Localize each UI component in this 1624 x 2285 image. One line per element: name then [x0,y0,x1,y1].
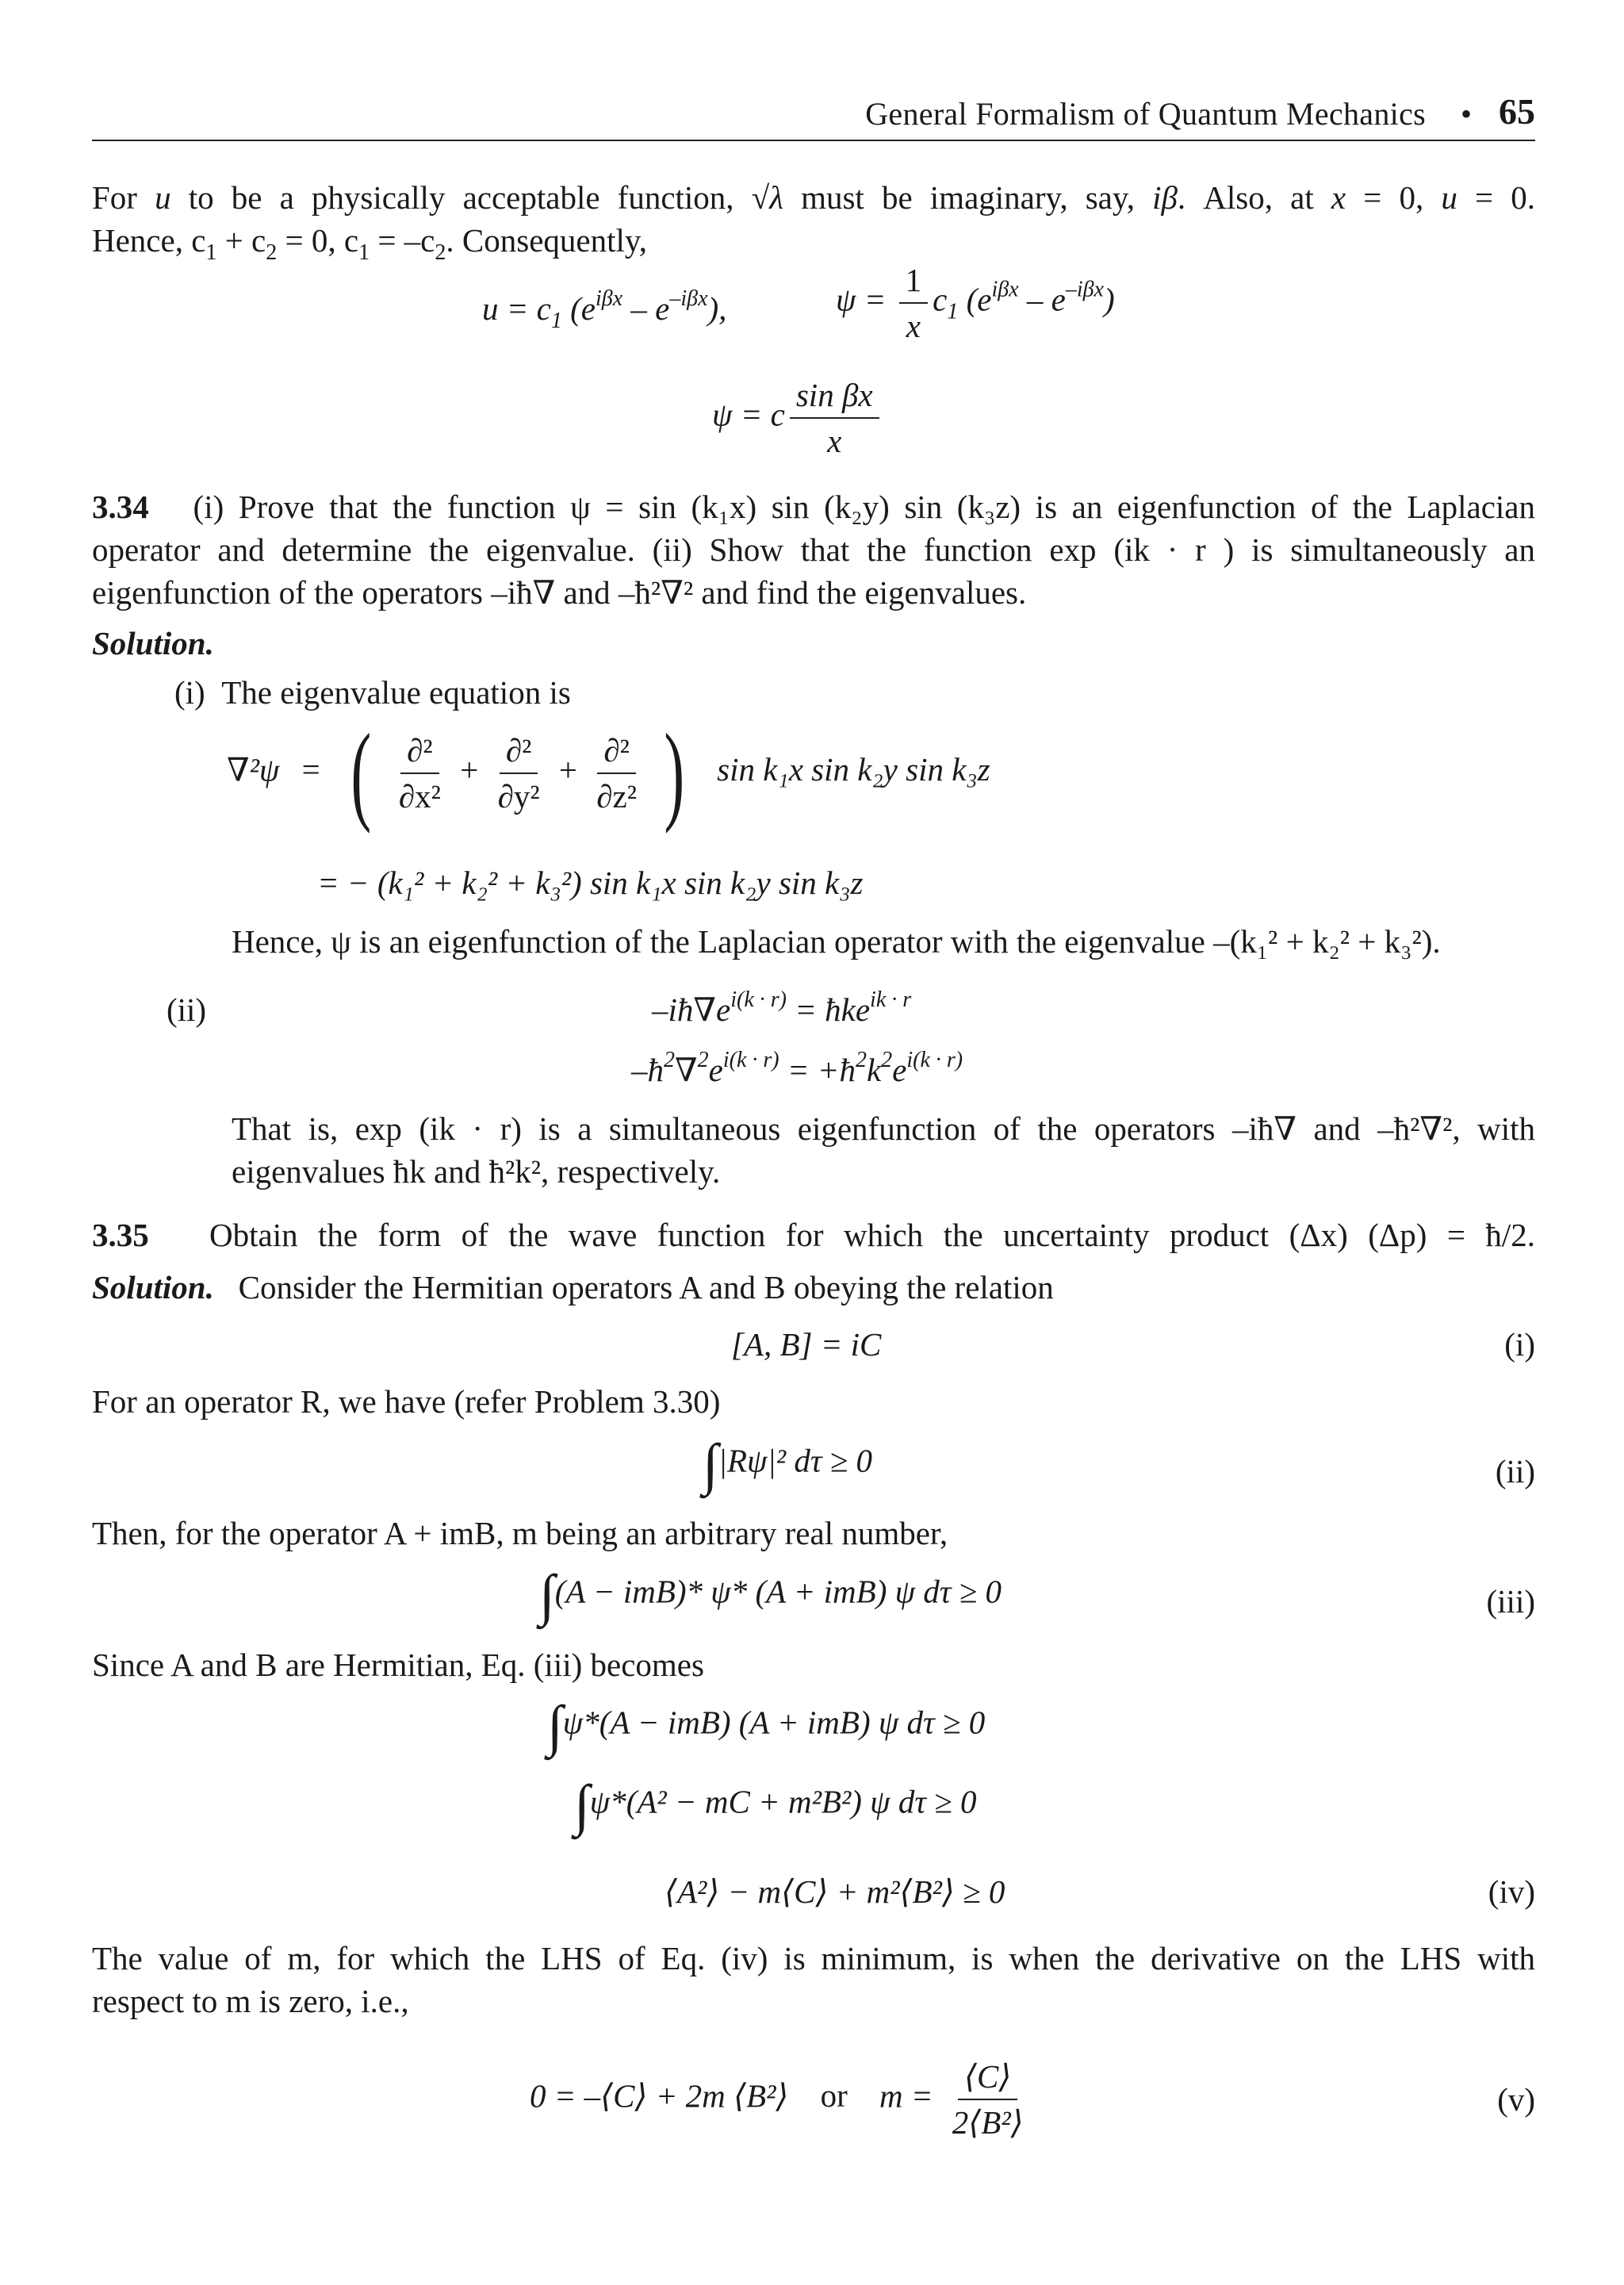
equation-number-v: (v) [1497,2081,1535,2118]
intro-line-2: Hence, $c_1 + c_2 = 0$, $c_1 = -c_2$. Consequently, [92,222,647,265]
since-hermitian-line: Since A and B are Hermitian, Eq. (iii) becomes [92,1647,704,1683]
running-header [92,87,1535,141]
page-number: 65 [1499,91,1535,132]
equation-number-iii: (iii) [1486,1583,1535,1620]
chapter-title: General Formalism of Quantum Mechanics [865,96,1426,132]
integral-expanded-2: ∫ψ*(A² − mC + m²B²) ψ dτ ≥ 0 [574,1773,977,1837]
integral-iii: ∫(A − imB)* ψ* (A + imB) ψ dτ ≥ 0 [539,1563,1002,1627]
expectation-inequality: ⟨A²⟩ − m⟨C⟩ + m²⟨B²⟩ ≥ 0 [665,1873,1005,1910]
fraction-1-over-x: $\frac{1}{x}$ [899,258,929,348]
equation-psi-2: ψ = c $\frac{\text{sin βx}}{x}$ [712,373,884,463]
problem-334-line-3: eigenfunction of the operators –iħ∇ and –ħ²∇² and find the eigenvalues. [92,574,1027,611]
problem-number: 3.35 [92,1217,149,1253]
equation-u: $u = c_1$ $(e^{i\beta x} - e^{-i\beta x})$, [482,286,727,333]
solution-335-intro: Solution. Consider the Hermitian operators A and B obeying the relation [92,1269,1054,1305]
problem-334-line-1: 3.34 (i) Prove that the function ψ = sin (k₁x) sin (k₂y) sin (k₃z) is an eigenfunction of the Laplacian [92,489,1535,525]
fraction-sin-beta-x: $\frac{\text{sin βx}}{x}$ [790,373,879,463]
equation-number-ii: (ii) [1495,1453,1535,1489]
hence-eigenvalue: Hence, ψ is an eigenfunction of the Laplacian operator with the eigenvalue –(k₁² + k₂² + k₃²). [232,923,1441,960]
equation-psi-1: ψ = $\frac{1}{x}$ $c_1$ $(e^{i\beta x} - e^{-i\beta x})$ [836,258,1115,348]
minimum-line-2: respect to m is zero, i.e., [92,1983,409,2019]
norm-integral: ∫|Rψ|² dτ ≥ 0 [703,1432,873,1496]
equation-number-i: (i) [1504,1326,1535,1363]
energy-eigen-equation: $-ħ^2\nabla^2e^{i(k \cdot r)}$ = $+ħ^2k^2e^{i(k \cdot r)}$ [631,1048,963,1088]
derivative-equation: 0 = –⟨C⟩ + 2m ⟨B²⟩ or m = $\frac{⟨C⟩}{\text{2⟨B²⟩}}$ [530,2054,1035,2145]
intro-line-1: For u to be a physically acceptable function, √λ must be imaginary, say, iβ. Also, at x = 0, u = 0. [92,179,1535,216]
minimum-line-1: The value of m, for which the LHS of Eq. (iv) is minimum, is when the derivative on the LHS with [92,1940,1535,1976]
equation-number-iv: (iv) [1488,1873,1535,1910]
header-bullet: • [1460,96,1472,132]
problem-number: 3.34 [92,489,149,525]
then-operator-line: Then, for the operator A + imB, m being an arbitrary real number, [92,1515,948,1551]
laplacian-equation: ∇²ψ = ( $\frac{\text{∂²}}{\text{∂x²}}$ + $\frac{\text{∂²}}{\text{∂y²}}$ + $\frac{\text{∂²}}{\text{∂z²}}$ ) sin k₁x sin k₂y sin k₃z [227,711,990,834]
integral-expanded-1: ∫ψ*(A − imB) (A + imB) ψ dτ ≥ 0 [547,1694,986,1758]
solution-i-intro: (i) The eigenvalue equation is [174,674,571,711]
problem-334-line-2: operator and determine the eigenvalue. (ii) Show that the function exp (ik · r ) is simultaneously an [92,531,1535,568]
laplacian-result: = − (k₁² + k₂² + k₃²) sin k₁x sin k₂y sin k₃z [317,865,864,901]
fraction-m: $\frac{⟨C⟩}{\text{2⟨B²⟩}}$ [946,2054,1030,2145]
operator-r-line: For an operator R, we have (refer Problem 3.30) [92,1383,721,1420]
that-is-line-1: That is, exp (ik · r) is a simultaneous eigenfunction of the operators –iħ∇ and –ħ²∇², with [232,1110,1535,1147]
commutator-equation: [A, B] = iC [731,1326,882,1363]
solution-heading: Solution. [92,625,214,661]
problem-335: 3.35 Obtain the form of the wave function for which the uncertainty product (Δx) (Δp) = ħ/2. [92,1217,1536,1253]
that-is-line-2: eigenvalues ħk and ħ²k², respectively. [232,1153,721,1190]
solution-ii-label: (ii) [167,991,207,1028]
momentum-eigen-equation: $-iħ\nabla e^{i(k \cdot r)}$ = ħke$^{ik \cdot r}$ [652,987,912,1028]
